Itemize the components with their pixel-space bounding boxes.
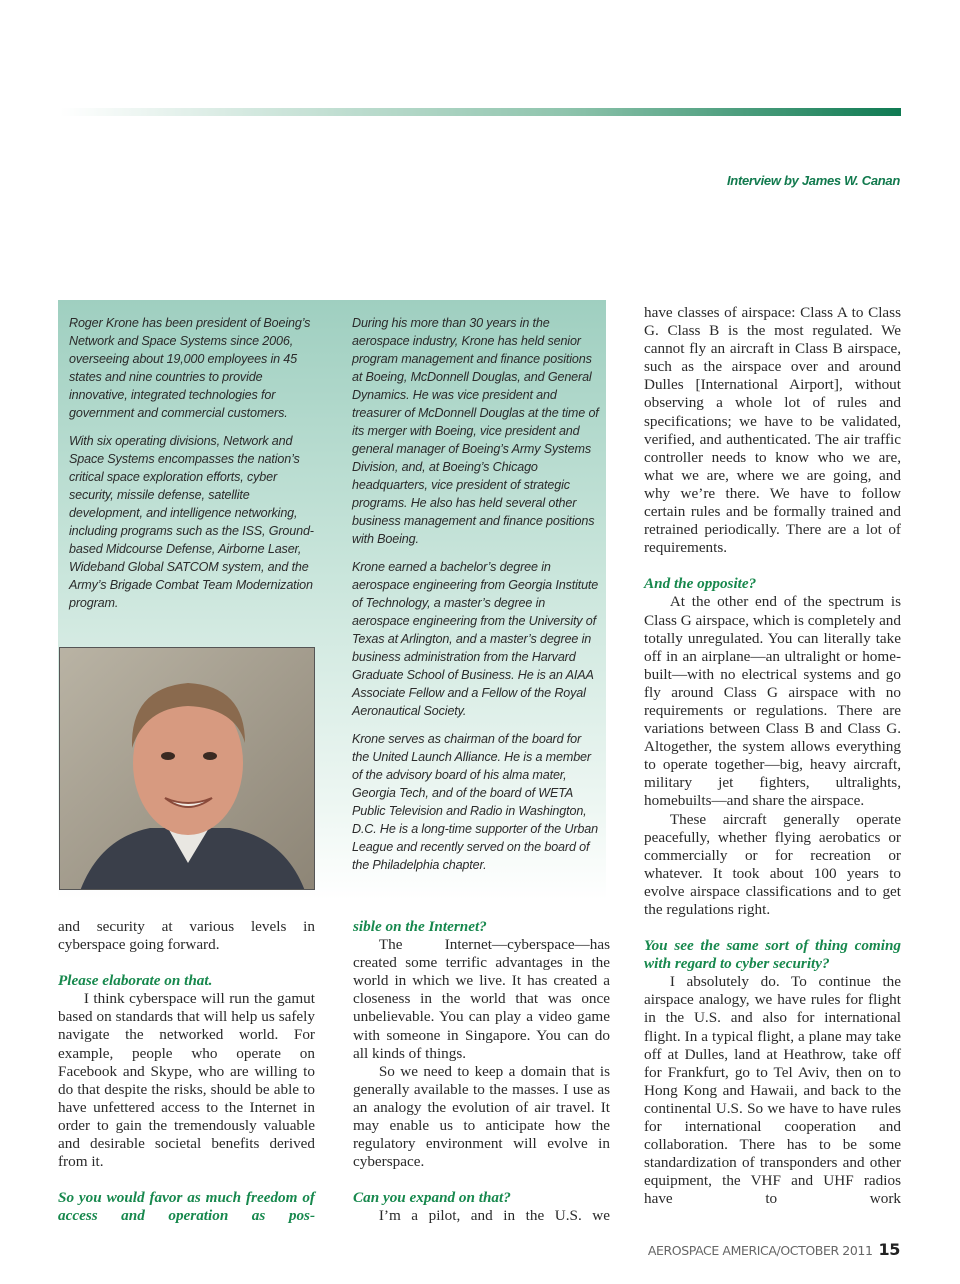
article-column-2 xyxy=(353,918,610,1226)
article-column-1 xyxy=(58,918,315,1225)
article-column-3 xyxy=(644,304,901,1209)
bio-paragraph: Roger Krone has been president of Boeing’s Network and Space Systems since 2006, overseeing about 19,000 employees in 45 states and nine countries to provide innovative, integrated technologies for government and commercial customers. xyxy=(69,316,311,420)
interview-question: Can you expand on that? xyxy=(353,1189,511,1207)
interview-question: sible on the Internet? xyxy=(353,918,487,935)
portrait-photo xyxy=(59,647,315,890)
byline: Interview by James W. Canan xyxy=(727,173,900,188)
body-paragraph: and security at various levels in cyberspace going forward. xyxy=(58,918,315,954)
bio-paragraph: Krone earned a bachelor’s degree in aerospace engineering from Georgia Institute of Technology, a master’s degree in aerospace engineering from the University of Texas at Arlington, and a master’s degree in business administration from the Harvard Graduate School of Business. He is an AIAA Associate Fellow and a Fellow of the Royal Aeronautical Society. xyxy=(352,560,599,718)
header-gradient-rule xyxy=(60,108,901,116)
page-footer xyxy=(648,1240,900,1259)
body-paragraph: The Internet—cyberspace—has created some terrific advantages in the world in which we live. It has created a closeness in the world that was once unbelievable. You can play a video game with someone in Singapore. You can do all kinds of things. xyxy=(353,936,610,1062)
body-paragraph: I absolutely do. To continue the airspace analogy, we have rules for flight in the U.S. and also for international flight. In a typical flight, a plane may take off at Dulles, land at Heathrow, take off for Frankfurt, go to Tel Aviv, then on to Hong Kong and Hawaii, and back to the continental U.S. So we have to have rules for international cooperation and collaboration. There has to be some standardization of transponders and other equipment, the VHF and UHF radios have to work xyxy=(644,973,901,1208)
body-paragraph: I’m a pilot, and in the U.S. we xyxy=(378,1207,610,1225)
body-paragraph: At the other end of the spectrum is Class G airspace, which is completely and totally unregulated. You can literally take off in an airplane—an ultralight or home-built—with no electrical systems and go fly around Class G airspace with no requirements or regulations. There are variations between Class B and Class G. Altogether, the system allows everything to operate together—big, heavy aircraft, military jet fighters, ultralights, homebuilts—and share the airspace. xyxy=(644,593,901,810)
body-paragraph: have classes of airspace: Class A to Class G. Class B is the most regulated. We cannot fly an aircraft in Class B airspace, such as the airspace over and around Dulles [International Airport], without observing a whole lot of rules and specifications; we have to be validated, verified, and authenticated. The air traffic controller needs to know who we are, what we are, where we are going, and why we’re there. We have to follow certain rules and be formally trained and retrained periodically. There are a lot of requirements. xyxy=(644,304,901,557)
interview-question: And the opposite? xyxy=(644,575,757,593)
body-paragraph: I think cyberspace will run the gamut based on standards that will help us safely navigate the networked world. For example, people who operate on Facebook and Skype, who are willing to do that despite the risks, should be able to have unfettered access to the Internet in order to gain the tremendously valuable and desirable societal benefits derived from it. xyxy=(58,990,315,1171)
bio-paragraph: Krone serves as chairman of the board for the United Launch Alliance. He is a member of the advisory board of his alma mater, Georgia Tech, and of the board of WETA Public Television and Radio in Washington, D.C. He is a long-time supporter of the Urban League and recently served on the board of the Philadelphia chapter. xyxy=(352,732,598,872)
bio-column-2 xyxy=(352,314,600,884)
interview-question: So you would favor as much freedom of access and operation as pos- xyxy=(58,1189,315,1225)
bio-paragraph: With six operating divisions, Network and Space Systems encompasses the nation’s critical space exploration efforts, cyber security, missile defense, satellite development, and intelligence networking, including programs such as the ISS, Ground- based Midcourse Defense, Airborne Laser, Wideband Global SATCOM system, and the Army’s Brigade Combat Team Modernization program. xyxy=(69,434,314,610)
interview-question: Please elaborate on that. xyxy=(58,972,213,990)
bio-column-1 xyxy=(69,314,319,622)
bio-paragraph: During his more than 30 years in the aerospace industry, Krone has held senior program management and finance positions at Boeing, McDonnell Douglas, and General Dynamics. He was vice president and treasurer of McDonnell Douglas at the time of its merger with Boeing, vice president and general manager of Boeing’s Army Systems Division, and, at Boeing’s Chicago headquarters, vice president of strategic programs. He also has held several other business management and finance positions with Boeing. xyxy=(352,316,599,546)
page-number: 15 xyxy=(878,1240,900,1259)
interview-question: You see the same sort of thing coming with regard to cyber security? xyxy=(644,937,901,973)
body-paragraph: So we need to keep a domain that is generally available to the masses. I use as an analogy the evolution of air travel. It may enable us to anticipate how the regulatory environment will evolve in cyberspace. xyxy=(353,1062,610,1171)
publication-info: AEROSPACE AMERICA/OCTOBER 2011 xyxy=(647,1243,873,1258)
body-paragraph: These aircraft generally operate peacefully, whether flying aerobatics or commercially or for recreation or whatever. It took about 100 years to evolve airspace classifications and to get the regulations right. xyxy=(644,810,901,918)
